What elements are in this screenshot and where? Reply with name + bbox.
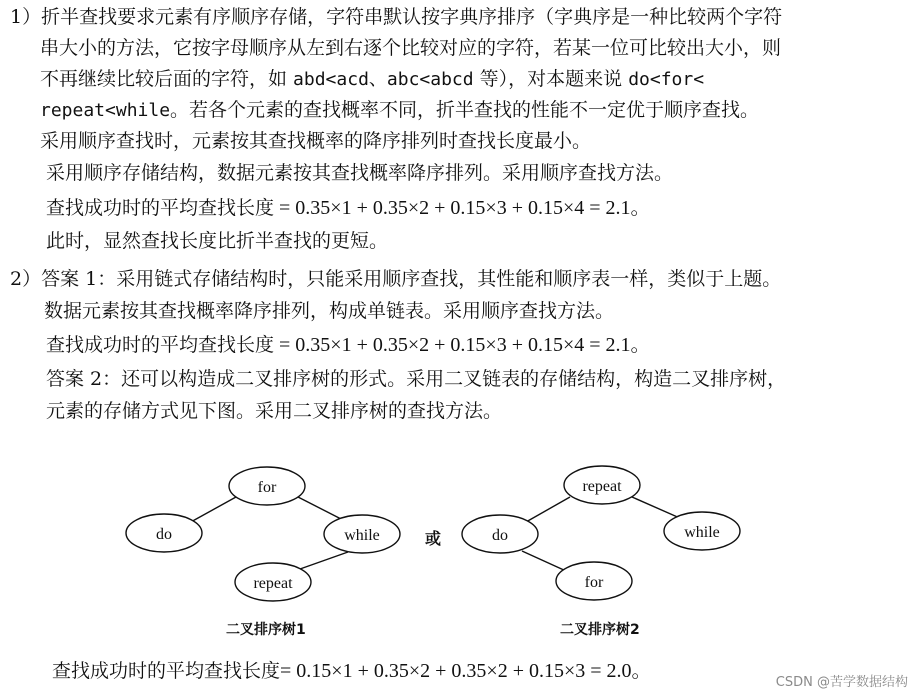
p1-line-5: 采用顺序查找时，元素按其查找概率的降序排列时查找长度最小。 xyxy=(40,130,592,152)
p2-line-1: 2）答案 1：采用链式存储结构时，只能采用顺序查找，其性能和顺序表一样，类似于上题。 xyxy=(10,268,782,290)
p1-line-4 xyxy=(40,97,759,124)
tree-1-edge-root-left xyxy=(189,497,236,523)
p2-line-2: 数据元素按其查找概率降序排列，构成单链表。采用顺序查找方法。 xyxy=(44,300,615,322)
tree-2-caption: 二叉排序树2 xyxy=(560,622,640,638)
p1-line-4-text: 。若各个元素的查找概率不同，折半查找的性能不一定优于顺序查找。 xyxy=(170,99,760,121)
p1-line-4-order: repeat<while xyxy=(40,100,171,121)
tree-1-edge-right-left xyxy=(300,552,348,569)
tree-2-label-root: repeat xyxy=(582,478,622,495)
tree-1 xyxy=(126,467,400,601)
tree-2 xyxy=(462,466,740,600)
p1-formula: = 0.35×1 + 0.35×2 + 0.15×3 + 0.15×4 = 2.1。 xyxy=(274,197,651,219)
p2-line-4: 答案 2：还可以构造成二叉排序树的形式。采用二叉链表的存储结构，构造二叉排序树， xyxy=(46,368,787,390)
tree-2-label-left-right: for xyxy=(584,574,604,591)
p1-line-3-order: do<for< xyxy=(628,69,705,90)
tree-1-label-left: do xyxy=(156,526,172,543)
tree-1-label-right-left: repeat xyxy=(253,575,293,592)
p2-line-5: 元素的存储方式见下图。采用二叉排序树的查找方法。 xyxy=(46,400,503,422)
p1-line-2: 串大小的方法，它按字母顺序从左到右逐个比较对应的字符，若某一位可比较出大小，则 xyxy=(40,37,782,59)
p1-line-8: 此时，显然查找长度比折半查找的更短。 xyxy=(46,230,389,252)
p2-line-3 xyxy=(46,332,651,358)
tree-2-label-right: while xyxy=(684,524,720,541)
binary-sort-tree-diagrams xyxy=(0,455,914,615)
final-formula-line xyxy=(52,658,652,684)
p1-line-3 xyxy=(40,66,704,93)
p2-formula: = 0.35×1 + 0.35×2 + 0.15×3 + 0.15×4 = 2.1。 xyxy=(274,334,651,356)
csdn-watermark: CSDN @苦学数据结构 xyxy=(775,675,908,690)
tree-2-edge-root-left xyxy=(526,497,570,522)
tree-2-edge-root-right xyxy=(632,497,682,519)
final-formula: = 0.15×1 + 0.35×2 + 0.35×2 + 0.15×3 = 2.0。 xyxy=(280,660,652,682)
p1-line-3-text-c: 等），对本题来说 xyxy=(473,68,629,90)
tree-2-label-left: do xyxy=(492,527,508,544)
or-separator: 或 xyxy=(425,529,442,548)
p2-formula-label: 查找成功时的平均查找长度 xyxy=(46,334,275,356)
p1-line-1: 1）折半查找要求元素有序顺序存储，字符串默认按字典序排序（字典序是一种比较两个字符 xyxy=(10,6,783,28)
p1-line-3-example: abd<acd、abc<abcd xyxy=(293,69,474,90)
final-formula-label: 查找成功时的平均查找长度 xyxy=(52,660,281,682)
tree-1-label-root: for xyxy=(257,479,277,496)
p1-line-6: 采用顺序存储结构，数据元素按其查找概率降序排列。采用顺序查找方法。 xyxy=(46,162,674,184)
p1-line-7 xyxy=(46,195,651,221)
p1-line-3-text-a: 不再继续比较后面的字符，如 xyxy=(40,68,294,90)
tree-1-caption: 二叉排序树1 xyxy=(226,622,306,638)
tree-1-edge-root-right xyxy=(298,497,345,521)
tree-1-label-right: while xyxy=(344,527,380,544)
p1-formula-label: 查找成功时的平均查找长度 xyxy=(46,197,275,219)
tree-2-edge-left-right xyxy=(522,551,566,571)
